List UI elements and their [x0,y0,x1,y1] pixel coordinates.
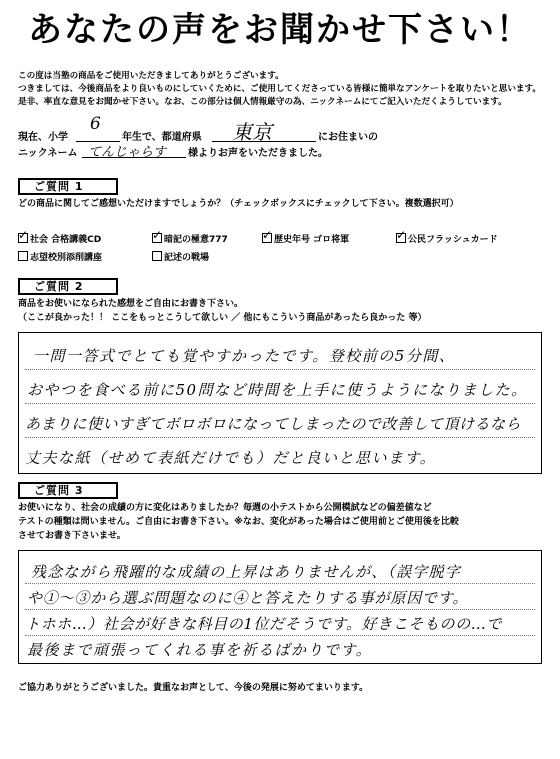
q2-answer-line-4: 丈夫な紙（せめて表紙だけでも）だと良いと思います。 [25,449,437,467]
q3-answer-box[interactable] [18,550,542,664]
q1-option-3[interactable]: ✓ 公民フラッシュカード [396,228,498,245]
checkbox-icon[interactable] [152,228,163,243]
q1-option-5[interactable]: 記述の戦場 [152,250,209,263]
intro-line-1: この度は当塾の商品をご使用いただきましてありがとうございます。 [18,71,284,81]
ruled-line [25,635,535,636]
footer-thanks: ご協力ありがとうございました。貴重なお声として、今後の発展に努めてまいります。 [18,683,369,693]
q2-question-line-2: （ここが良かった！！ ここをもっとこうして欲しい ／ 他にもこういう商品があったら良かった 等） [18,313,427,323]
q3-answer-line-4: 最後まで頑張ってくれる事を祈るばかりです。 [27,641,373,659]
q3-answer-line-3: トホホ…）社会が好きな科目の1位だそうです。好きこそものの…で [25,615,502,633]
page-title: あなたの声をお聞かせ下さい！ [28,10,532,50]
nickname-label: ニックネーム [18,148,78,159]
q1-label: ご質問 1 [18,178,118,195]
q3-question-line-2: テストの種類は問いません。ご自由にお書き下さい。※なお、変化があった場合はご使用前とご使用後を比較 [18,517,459,527]
check-mark-icon: ✓ [152,228,163,242]
q3-answer-line-2: や①〜③から選ぶ問題なのに④と答えたりする事が原因です。 [27,589,469,607]
q2-answer-box[interactable] [18,332,542,474]
q1-option-2[interactable]: ✓ 歴史年号 ゴロ将軍 [262,228,350,245]
grade-value[interactable]: 6 [90,114,101,134]
q1-option-1[interactable]: ✓ 暗記の極意777 [152,228,228,245]
q3-label: ご質問 3 [18,482,118,499]
q2-label: ご質問 2 [18,278,118,295]
q1-question: どの商品に関してご感想いただけますでしょうか？（チェックボックスにチェックして下さい。複数選択可） [18,199,459,209]
check-mark-icon: ✓ [396,228,407,242]
nickname-value[interactable]: てんじゃらす [88,145,167,160]
q1-option-0[interactable]: ✓ 社会 合格講義CD [18,228,102,245]
checkbox-icon[interactable] [152,251,162,261]
prefecture-suffix: にお住まいの [318,132,378,143]
check-mark-icon: ✓ [18,228,29,242]
ruled-line [25,609,535,610]
q3-answer-line-1: 残念ながら飛躍的な成績の上昇はありませんが、（誤字脱字 [31,563,461,581]
grade-prefix: 現在、小学 [18,132,68,143]
checkbox-icon[interactable] [18,228,29,243]
checkbox-icon[interactable] [18,251,28,261]
q2-answer-line-2: おやつを食べる前に50問など時間を上手に使うようになりました。 [27,381,528,399]
q2-answer-line-3: あまりに使いすぎてボロボロになってしまったので改善して頂けるなら [25,415,522,433]
q3-question-line-3: させてお書き下さいませ。 [18,531,126,541]
ruled-line [25,369,535,370]
intro-line-2: つきましては、今後商品をより良いものにしていくために、ご使用してくださっている皆様に簡単なアンケートを取りたいと思います。 [18,84,542,94]
nickname-suffix: 様よりお声をいただきました。 [188,148,328,159]
q2-answer-line-1: 一問一答式でとても覚やすかったです。登校前の5分間、 [33,347,456,365]
prefecture-value[interactable]: 東京 [232,120,272,144]
ruled-line [25,403,535,404]
q3-question-line-1: お使いになり、社会の成績の方に変化はありましたか？毎週の小テストから公開模試などの偏差値など [18,503,432,513]
ruled-line [25,583,535,584]
q2-question-line-1: 商品をお使いになられた感想をご自由にお書き下さい。 [18,299,244,309]
check-mark-icon: ✓ [262,228,273,242]
checkbox-icon[interactable] [262,228,273,243]
ruled-line [25,437,535,438]
intro-line-3: 是非、率直な意見をお聞かせ下さい。なお、この部分は個人情報厳守の為、ニックネームにてご記入いただくようしています。 [18,97,507,107]
grade-suffix: 年生で、都道府県 [122,132,202,143]
checkbox-icon[interactable] [396,228,407,243]
q1-option-4[interactable]: 志望校別添削講座 [18,250,102,263]
